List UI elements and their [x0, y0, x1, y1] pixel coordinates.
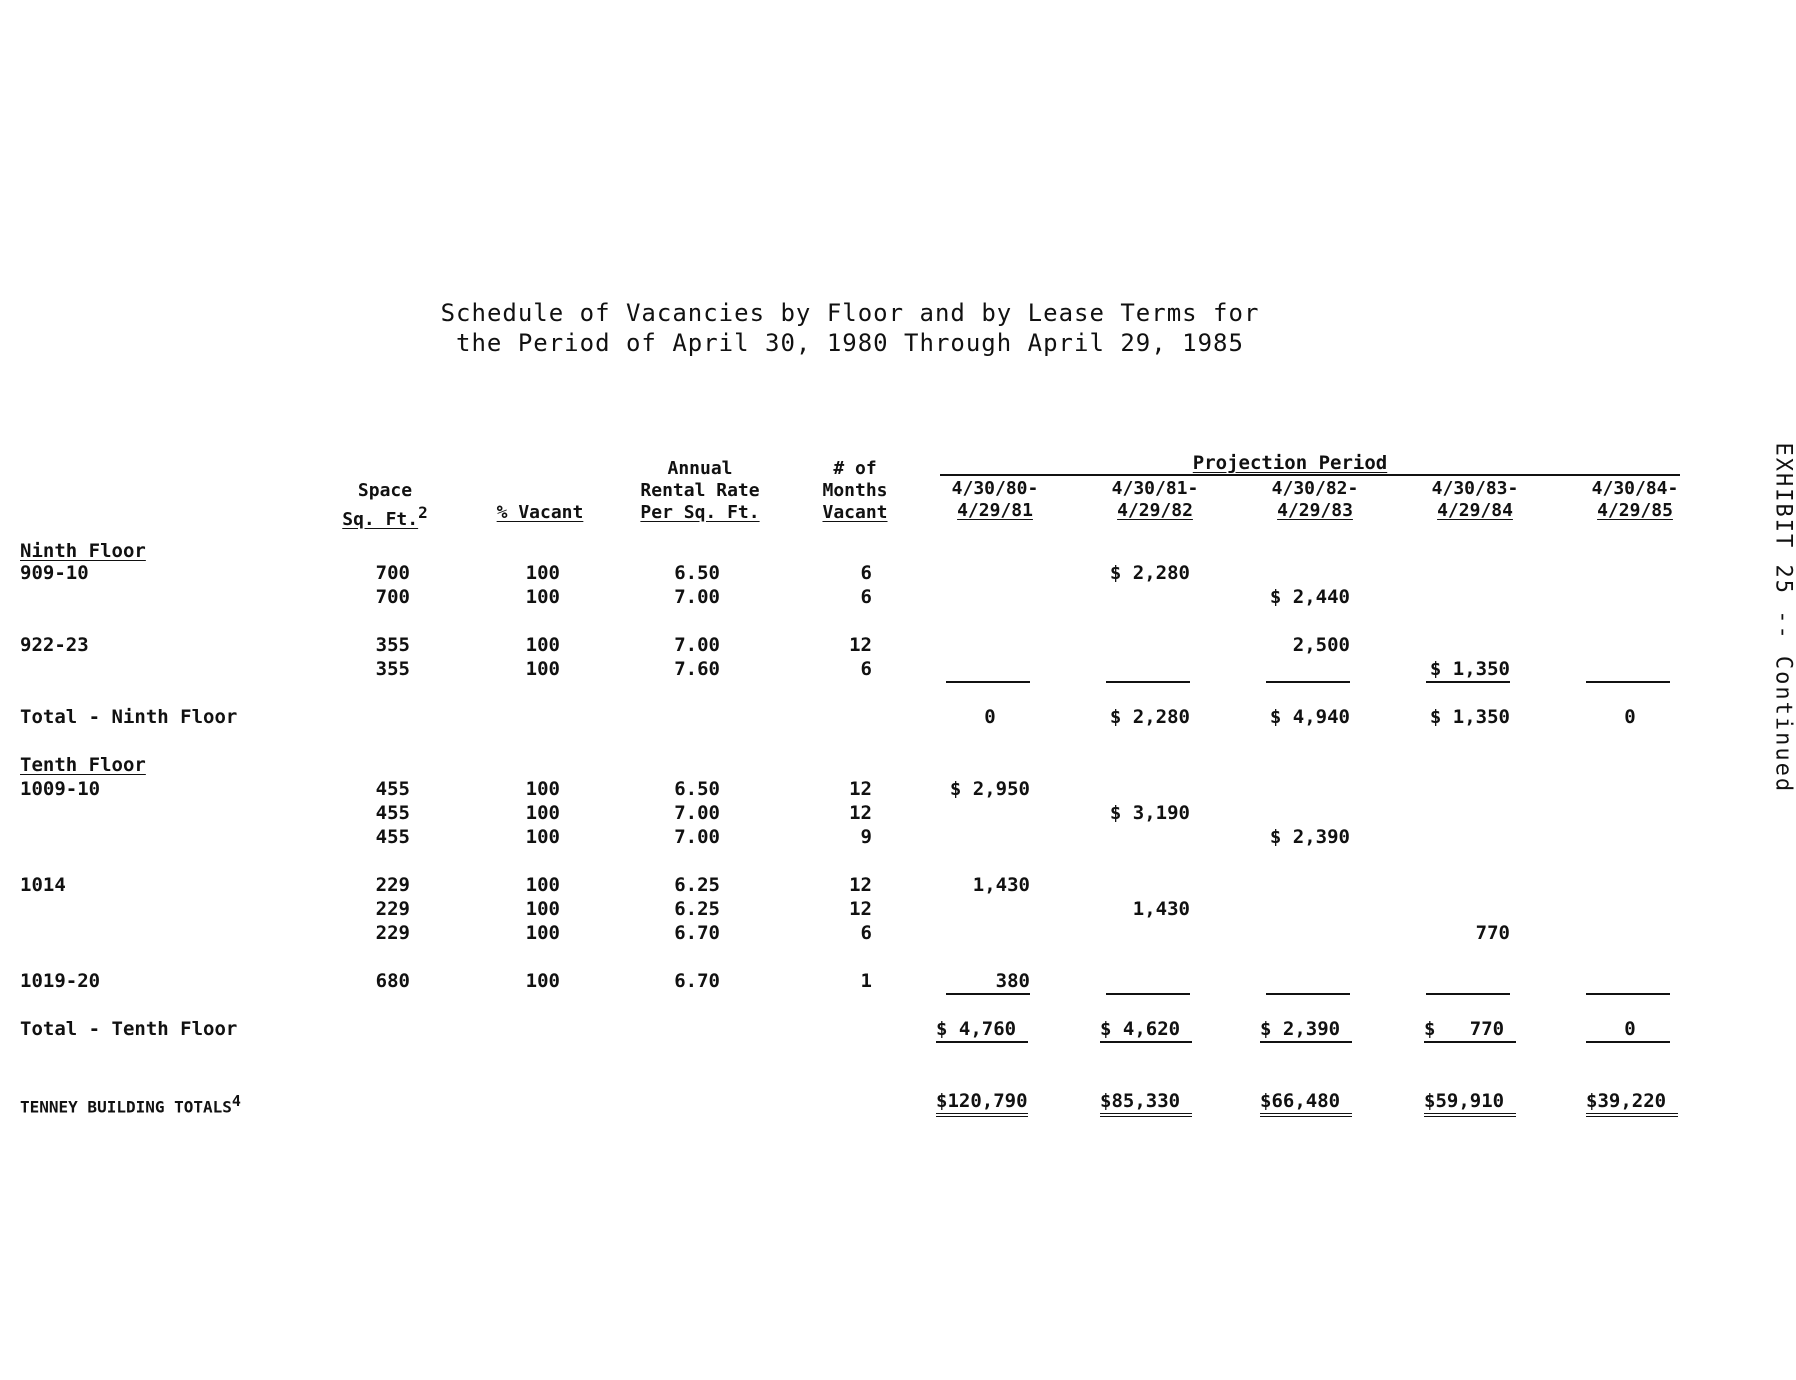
grand-total-double-rule: [1260, 1113, 1352, 1117]
projection-cell: $ 2,280: [1109, 562, 1190, 584]
subtotal-rule: [946, 993, 1030, 995]
period-header-1-line-2: 4/29/81: [957, 500, 1033, 521]
building-total-cell: $120,790: [936, 1090, 1028, 1112]
months-header-line-3: Vacant: [822, 502, 888, 523]
space-header-line-1: Space: [357, 480, 413, 501]
total-cell: $ 4,940: [1269, 706, 1350, 728]
subtotal-rule: [1426, 993, 1510, 995]
months-header-line-2: Months: [822, 480, 888, 501]
ninth-floor-heading: Ninth Floor: [20, 540, 146, 562]
projection-period-label: Projection Period: [1192, 452, 1388, 474]
total-rule: [936, 1041, 1028, 1043]
projection-cell: 770: [1475, 922, 1510, 944]
ninth-floor-total-label: Total - Ninth Floor: [20, 706, 238, 728]
rate-cell: 7.60: [674, 658, 720, 680]
total-rule: [1586, 1041, 1670, 1043]
space-cell: 455: [375, 778, 410, 800]
period-header-2-line-2: 4/29/82: [1117, 500, 1193, 521]
months-cell: 6: [860, 562, 872, 584]
building-totals-label: [20, 1090, 241, 1118]
vacant-cell: 100: [525, 898, 560, 920]
projection-cell: 380: [995, 970, 1030, 992]
months-cell: 1: [860, 970, 872, 992]
building-total-cell: $59,910: [1424, 1090, 1505, 1112]
rate-cell: 6.70: [674, 922, 720, 944]
grand-total-double-rule: [1586, 1113, 1678, 1117]
document-title-line-2: the Period of April 30, 1980 Through April 29, 1985: [456, 329, 1244, 357]
total-rule: [1260, 1041, 1352, 1043]
space-header: [330, 480, 440, 531]
projection-cell: $ 2,950: [949, 778, 1030, 800]
building-total-cell: $39,220: [1586, 1090, 1667, 1112]
space-cell: 680: [375, 970, 410, 992]
total-cell: $ 2,390: [1260, 1018, 1341, 1040]
months-cell: 12: [849, 634, 872, 656]
period-header-3-line-2: 4/29/83: [1277, 500, 1353, 521]
rate-cell: 6.25: [674, 874, 720, 896]
period-header-4-line-1: 4/30/83-: [1431, 478, 1519, 499]
total-cell: $ 4,760: [936, 1018, 1017, 1040]
grand-total-double-rule: [1100, 1113, 1192, 1117]
months-cell: 6: [860, 658, 872, 680]
total-cell: 0: [1624, 706, 1636, 728]
months-cell: 6: [860, 586, 872, 608]
space-footnote: 2: [418, 503, 428, 522]
projection-cell: 1,430: [1132, 898, 1190, 920]
months-header: [800, 458, 910, 524]
vacant-cell: 100: [525, 562, 560, 584]
rate-header-line-2: Rental Rate: [640, 480, 760, 501]
subtotal-rule: [946, 681, 1030, 683]
period-header-1: [940, 478, 1050, 522]
total-cell: 0: [1624, 1018, 1636, 1040]
space-cell: 355: [375, 634, 410, 656]
unit-label: 1019-20: [20, 970, 101, 992]
rate-cell: 6.25: [674, 898, 720, 920]
vacant-header: [480, 502, 600, 524]
projection-cell: 2,500: [1292, 634, 1350, 656]
space-cell: 700: [375, 586, 410, 608]
period-header-2-line-1: 4/30/81-: [1111, 478, 1199, 499]
months-cell: 12: [849, 898, 872, 920]
subtotal-rule: [1106, 681, 1190, 683]
space-cell: 455: [375, 826, 410, 848]
grand-total-double-rule: [1424, 1113, 1516, 1117]
vacant-cell: 100: [525, 658, 560, 680]
subtotal-rule: [1266, 993, 1350, 995]
rate-cell: 7.00: [674, 826, 720, 848]
rate-cell: 6.50: [674, 778, 720, 800]
total-cell: $ 4,620: [1100, 1018, 1181, 1040]
period-header-3-line-1: 4/30/82-: [1271, 478, 1359, 499]
period-header-5-line-2: 4/29/85: [1597, 500, 1673, 521]
period-header-3: [1260, 478, 1370, 522]
period-header-5: [1580, 478, 1690, 522]
unit-label: 1009-10: [20, 778, 101, 800]
subtotal-rule: [1106, 993, 1190, 995]
space-cell: 700: [375, 562, 410, 584]
building-total-cell: $85,330: [1100, 1090, 1181, 1112]
space-cell: 229: [375, 874, 410, 896]
space-cell: 229: [375, 898, 410, 920]
subtotal-rule: [1266, 681, 1350, 683]
projection-cell: $ 3,190: [1109, 802, 1190, 824]
building-total-cell: $66,480: [1260, 1090, 1341, 1112]
vacant-header-label: % Vacant: [496, 502, 584, 523]
projection-period-rule: [940, 474, 1680, 476]
vacant-cell: 100: [525, 970, 560, 992]
rate-header-line-3: Per Sq. Ft.: [640, 502, 760, 523]
total-rule: [1424, 1041, 1516, 1043]
vacant-cell: 100: [525, 922, 560, 944]
exhibit-side-label: EXHIBIT 25 -- Continued: [1770, 442, 1796, 794]
unit-label: 1014: [20, 874, 66, 896]
projection-cell: 1,430: [972, 874, 1030, 896]
months-cell: 12: [849, 874, 872, 896]
space-cell: 455: [375, 802, 410, 824]
months-header-line-1: # of: [833, 458, 877, 479]
building-totals-text: TENNEY BUILDING TOTALS: [20, 1097, 232, 1117]
space-cell: 355: [375, 658, 410, 680]
tenth-floor-total-label: Total - Tenth Floor: [20, 1018, 238, 1040]
vacant-cell: 100: [525, 826, 560, 848]
projection-cell: $ 2,390: [1269, 826, 1350, 848]
subtotal-rule: [1586, 681, 1670, 683]
vacant-cell: 100: [525, 778, 560, 800]
months-cell: 12: [849, 802, 872, 824]
rate-cell: 6.70: [674, 970, 720, 992]
unit-label: 922-23: [20, 634, 89, 656]
period-header-4-line-2: 4/29/84: [1437, 500, 1513, 521]
months-cell: 12: [849, 778, 872, 800]
rate-header-line-1: Annual: [667, 458, 733, 479]
vacant-cell: 100: [525, 634, 560, 656]
rate-cell: 7.00: [674, 802, 720, 824]
total-cell: $ 770: [1424, 1018, 1505, 1040]
vacant-cell: 100: [525, 802, 560, 824]
rate-cell: 7.00: [674, 634, 720, 656]
grand-total-double-rule: [936, 1113, 1028, 1117]
projection-cell: $ 1,350: [1429, 658, 1510, 680]
rate-cell: 6.50: [674, 562, 720, 584]
document-title-line-1: Schedule of Vacancies by Floor and by Lease Terms for: [440, 299, 1260, 327]
subtotal-rule: [1426, 681, 1510, 683]
building-totals-footnote: 4: [231, 1092, 241, 1110]
total-cell: $ 2,280: [1109, 706, 1190, 728]
space-header-line-2: Sq. Ft.: [342, 509, 419, 530]
space-cell: 229: [375, 922, 410, 944]
unit-label: 909-10: [20, 562, 89, 584]
period-header-1-line-1: 4/30/80-: [951, 478, 1039, 499]
tenth-floor-heading: Tenth Floor: [20, 754, 146, 776]
projection-cell: $ 2,440: [1269, 586, 1350, 608]
period-header-2: [1100, 478, 1210, 522]
total-rule: [1100, 1041, 1192, 1043]
subtotal-rule: [1586, 993, 1670, 995]
total-cell: $ 1,350: [1429, 706, 1510, 728]
period-header-5-line-1: 4/30/84-: [1591, 478, 1679, 499]
vacant-cell: 100: [525, 586, 560, 608]
rate-cell: 7.00: [674, 586, 720, 608]
rate-header: [620, 458, 780, 524]
vacant-cell: 100: [525, 874, 560, 896]
months-cell: 9: [860, 826, 872, 848]
period-header-4: [1420, 478, 1530, 522]
total-cell: 0: [984, 706, 996, 728]
months-cell: 6: [860, 922, 872, 944]
